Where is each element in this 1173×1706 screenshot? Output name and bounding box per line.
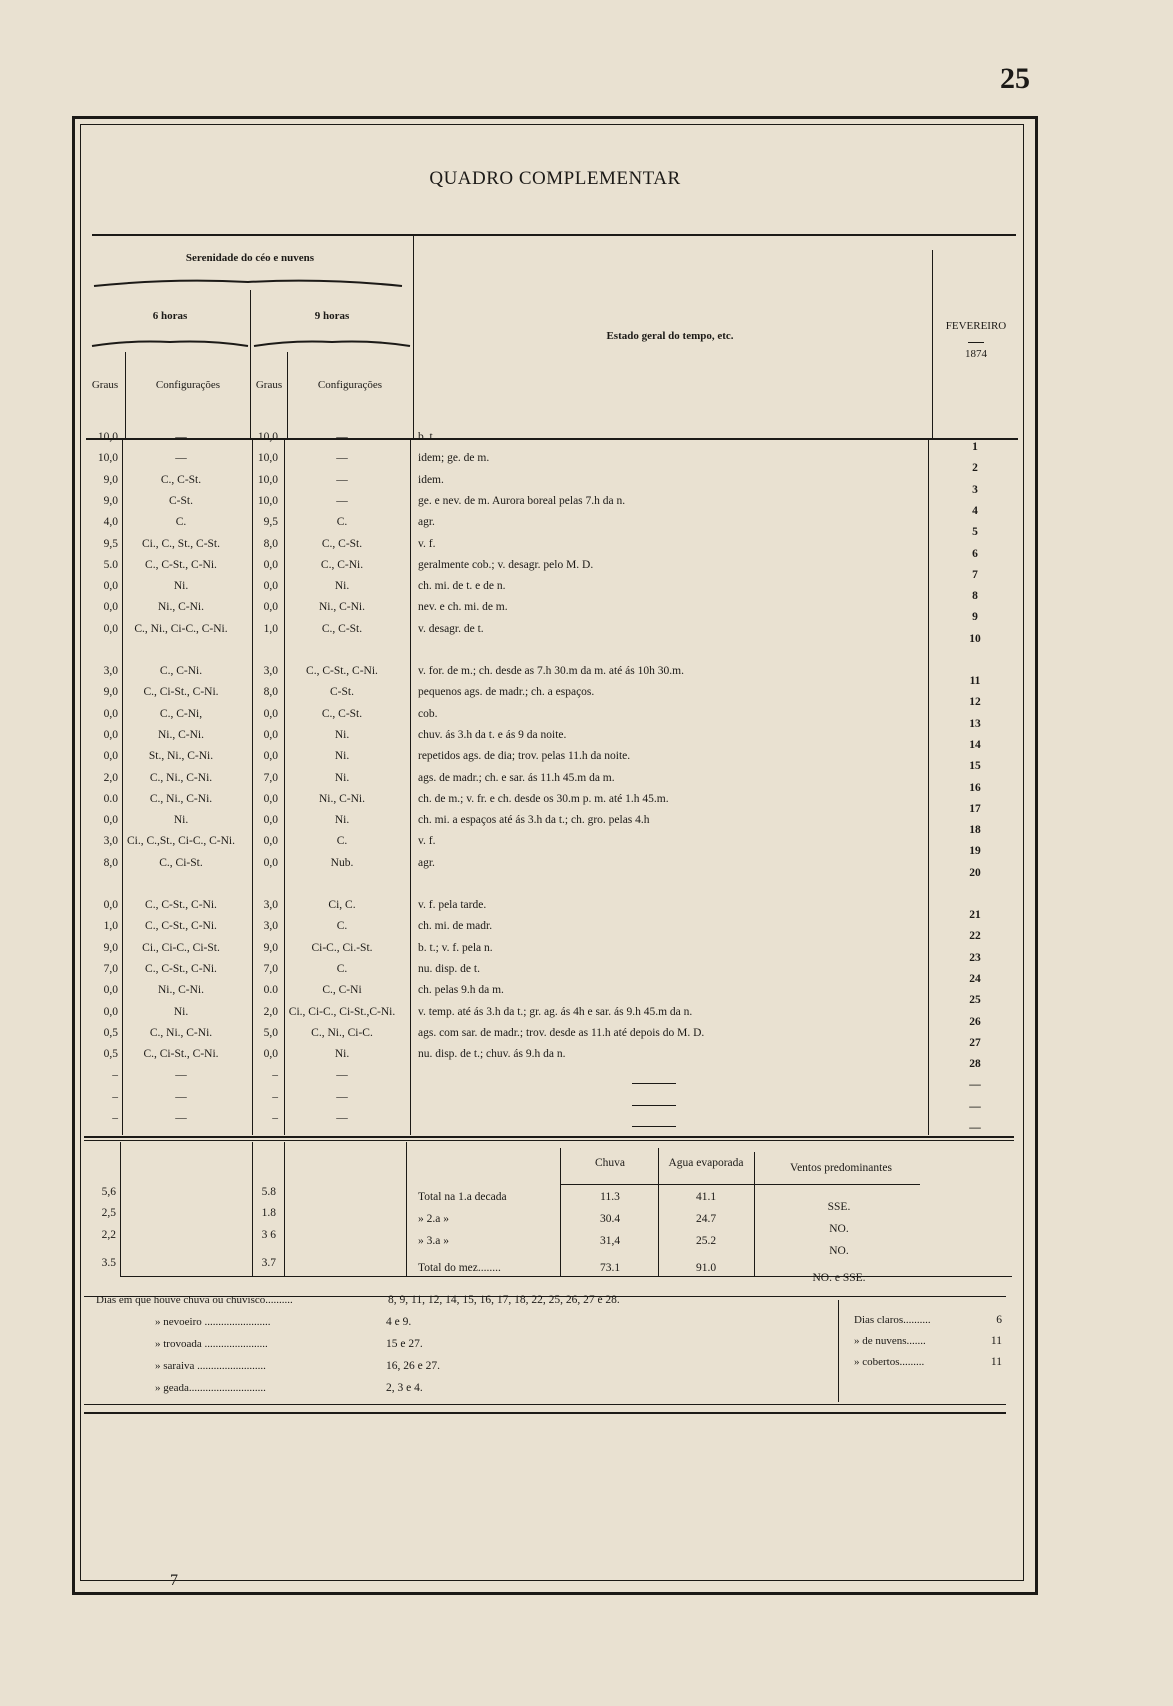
estado-cell: idem; ge. de m. [418,452,490,465]
graus-6-cell: 9,0 [103,686,118,699]
summary-graus-9: 3 6 [261,1229,276,1241]
summary-chuva-value: 31,4 [599,1235,621,1247]
days-label: » nevoeiro ........................ [155,1316,271,1328]
graus-9-cell: 0,0 [263,601,278,614]
day-number: — [969,1100,981,1113]
graus-9-cell: 0,0 [263,814,278,827]
estado-cell: v. f. pela tarde. [418,899,487,911]
config-6-cell: C., C-St., C-Ni. [145,920,217,933]
header-6-horas: 6 horas [152,310,188,322]
config-6-cell: Ci., C.,St., Ci-C., C-Ni. [127,835,235,848]
graus-9-cell: 0,0 [263,792,278,805]
config-9-cell: C., C-Ni [322,984,362,997]
day-number: 20 [969,866,981,879]
table-row [88,474,988,494]
table-row [88,920,988,943]
table-row [88,1027,988,1047]
header-estado: Estado geral do tempo, etc. [606,330,734,342]
days-label: » saraiva ......................... [155,1360,266,1372]
day-number: 10 [969,632,981,645]
summary-header-rule [560,1184,920,1185]
header-brace-9 [252,336,412,350]
summary-divider-chuva [560,1148,561,1277]
config-6-cell: C., Ni., Ci-C., C-Ni. [134,622,228,635]
header-divider-month [932,250,933,438]
config-9-cell: Ni. [334,814,350,827]
header-brace-serenidade [92,276,404,290]
graus-6-cell: – [112,1112,118,1124]
graus-6-cell: 0,0 [103,622,118,635]
graus-6-cell: 0,0 [103,728,118,741]
day-number: 6 [972,547,978,560]
config-9-cell: — [336,1090,348,1103]
day-number: 8 [972,590,978,603]
graus-9-cell: 3,0 [263,899,278,911]
graus-9-cell: 9,0 [263,941,278,954]
config-6-cell: — [175,1090,187,1103]
config-9-cell: Ci., Ci-C., Ci-St.,C-Ni. [288,1005,396,1018]
days-bottom-rule-2 [84,1412,1006,1414]
estado-cell: ch. mi. a espaços até ás 3.h da t.; ch. gro. pelas 4.h [418,814,650,827]
days-value: 16, 26 e 27. [386,1360,440,1372]
estado-cell: v. f. [418,537,436,550]
estado-cell: ch. mi. de t. e de n. [418,580,506,593]
config-6-cell: — [175,452,187,465]
summary-graus-9: 1.8 [261,1207,276,1219]
graus-9-cell: 0,0 [263,835,278,848]
table-row [88,963,988,983]
config-9-cell: Ni. [334,750,350,763]
sky-days-value: 11 [990,1356,1002,1368]
data-bottom-rule [84,1136,1014,1138]
table-row [88,516,988,539]
day-number: 1 [972,441,978,453]
summary-ventos-value: NO. [829,1245,849,1257]
graus-6-cell: 0,0 [103,707,118,720]
day-number: 28 [969,1058,981,1071]
config-6-cell: C., C-St., C-Ni. [145,899,217,911]
data-bottom-rule-2 [84,1140,1014,1141]
day-number: — [969,1079,981,1092]
graus-9-cell: 1,0 [263,622,278,635]
graus-9-cell: 5,0 [263,1026,278,1039]
config-6-cell: C., Ni., C-Ni. [149,771,213,784]
estado-cell: v. temp. até ás 3.h da t.; gr. ag. ás 4h e sar. ás 9.h 45.m da n. [418,1005,693,1018]
table-row [88,580,988,603]
graus-6-cell: 9,5 [103,537,118,550]
days-value: 15 e 27. [386,1338,423,1350]
estado-cell: v. desagr. de t. [418,622,484,635]
header-serenidade: Serenidade do céo e nuvens [185,252,315,264]
summary-graus-6: 5,6 [101,1186,116,1198]
config-9-cell: C. [336,920,348,933]
summary-agua-value: 25.2 [695,1235,717,1247]
graus-9-cell: 2,0 [263,1005,278,1018]
config-6-cell: C., Ni., C-Ni. [149,1026,213,1039]
config-9-cell: C., C-St., C-Ni. [306,665,378,677]
table-row [88,1112,988,1132]
table-row [88,942,988,962]
days-value: 2, 3 e 4. [386,1382,423,1394]
summary-graus-9: 3.7 [261,1257,276,1269]
graus-9-cell: – [272,1112,278,1124]
header-divider-c9 [287,352,288,438]
day-number: 17 [969,802,981,815]
empty-row-rule [632,1083,676,1084]
day-number: 13 [969,717,981,730]
summary-divider-3 [284,1142,285,1277]
table-row [88,559,988,579]
graus-6-cell: 7,0 [103,962,118,975]
table-row [88,1006,988,1026]
header-divider-c6 [125,352,126,438]
summary-divider-ventos [754,1152,755,1277]
graus-6-cell: 0,0 [103,814,118,827]
graus-9-cell: 0,0 [263,728,278,741]
graus-9-cell: 7,0 [263,771,278,784]
config-9-cell: Ni. [334,728,350,741]
estado-cell: agr. [418,856,435,869]
header-config-6: Configurações [155,379,221,391]
day-number: 25 [969,994,981,1007]
estado-cell: nu. disp. de t. [418,962,480,975]
graus-9-cell: 10,0 [257,452,278,465]
estado-cell: ags. com sar. de madr.; trov. desde as 11.h até depois do M. D. [418,1026,705,1039]
graus-6-cell: 9,0 [103,494,118,507]
days-bottom-rule [84,1404,1006,1405]
config-9-cell: C-St. [330,686,354,699]
sky-days-value: 6 [996,1314,1002,1326]
config-6-cell: C., C-St., C-Ni. [145,558,217,571]
table-row [88,814,988,837]
config-6-cell: C., Ci-St., C-Ni. [143,1048,219,1061]
summary-line-label: Total do mez........ [418,1262,501,1274]
config-9-cell: Nub. [330,856,354,869]
empty-row-rule [632,1105,676,1106]
graus-6-cell: 0,5 [103,1048,118,1061]
header-brace-6 [90,336,250,350]
graus-6-cell: 1,0 [103,920,118,933]
graus-6-cell: 10,0 [97,452,118,465]
summary-chuva-value: 73.1 [599,1262,621,1274]
empty-row-rule [632,1126,676,1127]
estado-cell: v. for. de m.; ch. desde as 7.h 30.m da m. até ás 10h 30.m. [418,665,684,677]
summary-col-ventos: Ventos predominantes [790,1162,892,1174]
graus-6-cell: 9,0 [103,473,118,486]
config-9-cell: — [336,494,348,507]
summary-line-label: » 3.a » [418,1235,449,1247]
days-label: Dias em que houve chuva ou chuvisco.......... [96,1294,293,1306]
config-6-cell: C., C-Ni, [159,707,203,720]
estado-cell: nu. disp. de t.; chuv. ás 9.h da n. [418,1048,566,1061]
estado-cell: agr. [418,516,435,529]
graus-6-cell: 9,0 [103,941,118,954]
day-number: — [969,1122,981,1134]
table-row [88,686,988,709]
day-number: 24 [969,972,981,985]
day-number: 15 [969,760,981,773]
config-6-cell: — [175,1069,187,1082]
estado-cell: pequenos ags. de madr.; ch. a espaços. [418,686,595,699]
summary-agua-value: 41.1 [695,1191,717,1203]
header-config-9: Configurações [317,379,383,391]
day-number: 2 [972,462,978,475]
graus-9-cell: 0.0 [263,984,278,997]
config-6-cell: Ci., Ci-C., Ci-St. [142,941,220,954]
config-6-cell: C., Ci-St., C-Ni. [143,686,219,699]
day-number: 7 [972,568,978,581]
days-value: 8, 9, 11, 12, 14, 15, 16, 17, 18, 22, 25, 26, 27 e 28. [388,1294,620,1306]
graus-6-cell: – [112,1090,118,1103]
config-9-cell: C., C-St. [321,537,363,550]
config-6-cell: C., Ci-St. [159,856,203,869]
graus-6-cell: 0,0 [103,580,118,593]
graus-6-cell: 0.0 [103,792,118,805]
graus-9-cell: 0,0 [263,856,278,869]
day-number: 4 [972,504,978,517]
config-6-cell: — [175,431,187,443]
graus-6-cell: 0,0 [103,1005,118,1018]
config-9-cell: C., C-Ni. [320,558,364,571]
day-number: 14 [969,738,981,751]
config-6-cell: Ni. [173,1005,189,1018]
graus-9-cell: 7,0 [263,962,278,975]
summary-divider-1 [120,1142,121,1277]
header-divider-6-9 [250,290,251,438]
table-row [88,984,988,1007]
table-row [88,750,988,773]
header-year: 1874 [965,348,987,360]
header-9-horas: 9 horas [314,310,350,322]
config-9-cell: Ni. [334,580,350,593]
table-row [88,1091,988,1111]
config-9-cell: C., C-St. [321,622,363,635]
graus-6-cell: 5.0 [103,558,118,571]
estado-cell: ch. pelas 9.h da m. [418,984,504,997]
summary-ventos-value: SSE. [827,1201,851,1213]
graus-9-cell: 0,0 [263,707,278,720]
config-9-cell: Ni. [334,771,350,784]
config-6-cell: — [175,1112,187,1124]
summary-graus-6: 2,5 [101,1207,116,1219]
day-number: 23 [969,951,981,964]
config-6-cell: Ni., C-Ni. [158,984,204,997]
graus-9-cell: 0,0 [263,750,278,763]
config-6-cell: C. [175,516,187,529]
estado-cell: idem. [418,473,444,486]
config-6-cell: St., Ni., C-Ni. [148,750,214,763]
config-6-cell: Ni. [173,580,189,593]
graus-9-cell: 0,0 [263,580,278,593]
table-row [88,857,988,877]
config-6-cell: Ni., C-Ni. [158,728,204,741]
config-9-cell: Ci-C., Ci.-St. [311,941,373,954]
day-number: 12 [969,696,981,709]
days-label: » geada............................ [155,1382,266,1394]
graus-9-cell: 0,0 [263,1048,278,1061]
days-divider [838,1300,839,1402]
header-divider-estado [413,236,414,438]
config-9-cell: — [336,452,348,465]
signature-number: 7 [170,1572,178,1589]
summary-col-chuva: Chuva [594,1157,626,1169]
table-row [88,793,988,813]
config-9-cell: Ni., C-Ni. [319,601,365,614]
table-row [88,772,988,792]
graus-9-cell: 10,0 [257,431,278,443]
sky-days-label: » cobertos......... [854,1356,925,1368]
config-9-cell: — [336,1112,348,1124]
days-label: » trovoada ....................... [155,1338,268,1350]
table-row [88,495,988,515]
day-number: 22 [969,930,981,943]
day-number: 19 [969,845,981,858]
config-6-cell: C., C-St. [160,473,202,486]
config-9-cell: C., Ni., Ci-C. [311,1026,373,1039]
config-9-cell: Ni. [334,1048,350,1061]
page-title: QUADRO COMPLEMENTAR [429,168,681,189]
graus-9-cell: 9,5 [263,516,278,529]
summary-line-label: Total na 1.a decada [418,1191,507,1203]
config-9-cell: C., C-St. [321,707,363,720]
config-6-cell: Ni. [173,814,189,827]
estado-cell: ge. e nev. de m. Aurora boreal pelas 7.h da n. [418,494,626,507]
summary-agua-value: 91.0 [695,1262,717,1274]
estado-cell: b. t. [418,431,436,443]
config-6-cell: Ni., C-Ni. [158,601,204,614]
graus-6-cell: 0,5 [103,1026,118,1039]
config-6-cell: Ci., C., St., C-St. [142,537,220,550]
config-9-cell: C. [336,962,348,975]
summary-line-label: » 2.a » [418,1213,449,1225]
table-row [88,623,988,643]
graus-6-cell: 0,0 [103,984,118,997]
config-6-cell: C-St. [169,494,193,507]
estado-cell: ags. de madr.; ch. e sar. ás 11.h 45.m da m. [418,771,615,784]
sky-days-label: Dias claros.......... [854,1314,931,1326]
table-row [88,1069,988,1092]
day-number: 3 [972,483,978,496]
estado-cell: ch. de m.; v. fr. e ch. desde os 30.m p. m. até 1.h 45.m. [418,792,669,805]
estado-cell: nev. e ch. mi. de m. [418,601,508,614]
header-month-rule [968,342,984,343]
graus-9-cell: 8,0 [263,686,278,699]
table-row [88,538,988,558]
table-row [88,708,988,728]
table-row [88,899,988,919]
summary-graus-6: 3.5 [101,1257,116,1269]
day-number: 5 [972,526,978,539]
config-9-cell: — [336,1069,348,1082]
day-number: 26 [969,1015,981,1028]
table-row [88,1048,988,1071]
header-top-rule [92,234,1016,236]
graus-6-cell: 8,0 [103,856,118,869]
summary-graus-9: 5.8 [261,1186,276,1198]
graus-9-cell: 8,0 [263,537,278,550]
table-row [88,729,988,749]
graus-6-cell: 2,0 [103,771,118,784]
graus-9-cell: 0,0 [263,558,278,571]
graus-9-cell: 3,0 [263,665,278,677]
table-row [88,835,988,858]
summary-graus-6: 2,2 [101,1229,116,1241]
day-number: 9 [972,611,978,624]
config-9-cell: Ni., C-Ni. [319,792,365,805]
sky-days-label: » de nuvens....... [854,1335,926,1347]
config-9-cell: — [336,431,348,443]
summary-divider-4 [406,1142,407,1277]
config-9-cell: Ci, C. [328,899,356,911]
days-value: 4 e 9. [386,1316,412,1328]
sky-days-value: 11 [990,1335,1002,1347]
estado-cell: chuv. ás 3.h da t. e ás 9 da noite. [418,728,567,741]
summary-ventos-value: NO. [829,1223,849,1235]
page-number: 25 [1000,62,1030,95]
graus-9-cell: 10,0 [257,473,278,486]
day-number: 16 [969,781,981,794]
summary-chuva-value: 11.3 [600,1191,620,1203]
day-number: 27 [969,1036,981,1049]
day-number: 11 [969,675,981,687]
graus-6-cell: 4,0 [103,516,118,529]
table-row [88,452,988,475]
estado-cell: cob. [418,707,438,720]
config-9-cell: — [336,473,348,486]
graus-6-cell: 10,0 [97,431,118,443]
estado-cell: b. t.; v. f. pela n. [418,941,493,954]
graus-9-cell: – [272,1069,278,1082]
summary-col-agua: Agua evaporada [668,1157,744,1169]
estado-cell: geralmente cob.; v. desagr. pelo M. D. [418,558,594,571]
graus-6-cell: 3,0 [103,835,118,848]
graus-6-cell: 0,0 [103,750,118,763]
header-month: FEVEREIRO [945,320,1007,332]
config-6-cell: C., C-Ni. [159,665,203,677]
config-9-cell: C. [336,835,348,848]
estado-cell: repetidos ags. de dia; trov. pelas 11.h da noite. [418,750,631,763]
graus-9-cell: 3,0 [263,920,278,933]
table-row [88,665,988,685]
table-row [88,431,988,451]
header-graus-6: Graus [91,379,119,391]
graus-9-cell: – [272,1090,278,1103]
header-graus-9: Graus [255,379,283,391]
config-6-cell: C., Ni., C-Ni. [149,792,213,805]
day-number: 21 [969,909,981,921]
estado-cell: v. f. [418,835,436,848]
graus-6-cell: 3,0 [103,665,118,677]
table-row [88,601,988,624]
estado-cell: ch. mi. de madr. [418,920,493,933]
summary-chuva-value: 30.4 [599,1213,621,1225]
summary-ventos-value: NO. e SSE. [812,1272,866,1284]
graus-6-cell: 0,0 [103,899,118,911]
config-9-cell: C. [336,516,348,529]
graus-6-cell: – [112,1069,118,1082]
summary-agua-value: 24.7 [695,1213,717,1225]
graus-9-cell: 10,0 [257,494,278,507]
config-6-cell: C., C-St., C-Ni. [145,962,217,975]
day-number: 18 [969,824,981,837]
graus-6-cell: 0,0 [103,601,118,614]
